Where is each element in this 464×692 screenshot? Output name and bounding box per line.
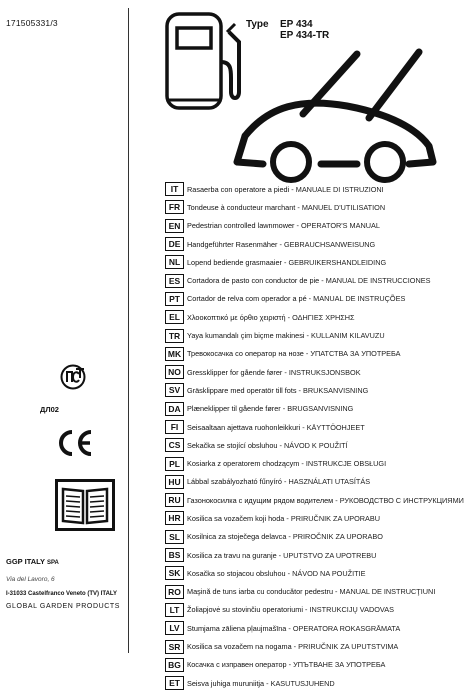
product-description: Cortadora de pasto con conductor de pie: [187, 276, 320, 286]
language-row-bs: [165, 546, 450, 564]
language-row-et: [165, 674, 450, 692]
model-2: EP 434-TR: [280, 30, 330, 41]
language-code: LT: [165, 603, 184, 617]
language-text: Rasaerba con operatore a piedi - MANUALE DI ISTRUZIONI: [187, 184, 384, 194]
language-row-pt: [165, 290, 450, 308]
language-text: Gressklipper for gående fører - INSTRUKSJONSBOK: [187, 367, 361, 377]
language-text: Seisva juhiga muruniitja - KASUTUSJUHEND: [187, 678, 335, 688]
manual-title: РУКОВОДСТВО С ИНСТРУКЦИЯМИ: [339, 495, 464, 505]
language-code: SK: [165, 566, 184, 580]
language-code: HR: [165, 511, 184, 525]
language-text: Cortadora de pasto con conductor de pie - MANUAL DE INSTRUCCIONES: [187, 276, 431, 286]
language-row-cs: [165, 436, 450, 454]
language-code: LV: [165, 621, 184, 635]
product-description: Plæneklipper til gående fører: [187, 404, 281, 414]
manual-title: GEBRUIKERSHANDLEIDING: [288, 257, 387, 267]
product-description: Kosilica sa vozačem koji hoda: [187, 513, 285, 523]
language-text: Kosilica sa vozačem na nogama - PRIRUČNIK ZA UPUTSTVIMA: [187, 642, 399, 652]
language-row-lt: [165, 601, 450, 619]
language-text: Kosilica za travu na guranje - UPUTSTVO ZA UPOTREBU: [187, 550, 377, 560]
vertical-divider: [128, 8, 129, 653]
product-description: Kosilnica za stoječega delavca: [187, 532, 287, 542]
language-code: BS: [165, 548, 184, 562]
ce-mark-icon: [55, 429, 95, 457]
manual-title: PRIRUČNIK ZA UPUTSTVIMA: [298, 642, 399, 652]
product-description: Lábbal szabályozható fűnyíró: [187, 477, 282, 487]
language-code: ET: [165, 676, 184, 690]
language-text: Kosilica sa vozačem koji hoda - PRIRUČNIK ZA UPORABU: [187, 513, 381, 523]
certificate-code: ДЛ02: [40, 405, 59, 414]
language-code: EN: [165, 219, 184, 233]
language-code: NL: [165, 255, 184, 269]
language-row-bg: [165, 656, 450, 674]
manual-title: NÁVOD K POUŽITÍ: [283, 440, 348, 450]
manual-title: GEBRAUCHSANWEISUNG: [283, 239, 376, 249]
manual-title: MANUAL DE INSTRUCCIONES: [325, 276, 431, 286]
language-text: Yaya kumandalı çim biçme makinesi - KULLANIM KILAVUZU: [187, 331, 385, 341]
manual-title: INSTRUKSJONSBOK: [288, 367, 361, 377]
language-text: Plæneklipper til gående fører - BRUGSANVISNING: [187, 404, 354, 414]
language-text: Seisaaltaan ajettava ruohonleikkuri - KÄYTTÖOHJEET: [187, 422, 365, 432]
language-row-it: [165, 180, 450, 198]
language-text: Kosilnica za stoječega delavca - PRIROČNIK ZA UPORABO: [187, 532, 383, 542]
company-info: [6, 556, 120, 612]
language-code: FR: [165, 200, 184, 214]
manual-title: OPERATOR'S MANUAL: [300, 221, 380, 231]
manual-title: BRUGSANVISNING: [287, 404, 354, 414]
company-suffix: SPA: [47, 560, 59, 566]
language-code: PT: [165, 292, 184, 306]
manual-title: MANUALE DI ISTRUZIONI: [295, 184, 384, 194]
product-description: Gräsklippare med operatör till fots: [187, 385, 297, 395]
manual-title: OPERATORA ROKASGRĀMATA: [292, 623, 401, 633]
language-text: Cortador de relva com operador a pé - MANUAL DE INSTRUÇÕES: [187, 294, 406, 304]
language-code: NO: [165, 365, 184, 379]
language-row-fi: [165, 418, 450, 436]
language-text: Handgeführter Rasenmäher - GEBRAUCHSANWEISUNG: [187, 239, 376, 249]
product-description: Tondeuse à conducteur marchant: [187, 202, 296, 212]
language-code: HU: [165, 475, 184, 489]
gost-certification-icon: [60, 364, 86, 390]
language-row-hu: [165, 473, 450, 491]
product-description: Yaya kumandalı çim biçme makinesi: [187, 331, 305, 341]
language-text: Stumjama zāliena pļaujmašīna - OPERATORA ROKASGRĀMATA: [187, 623, 401, 633]
manual-title: KULLANIM KILAVUZU: [310, 331, 385, 341]
product-description: Kosiarka z operatorem chodzącym: [187, 459, 300, 469]
language-text: Газонокосилка с идущим рядом водителем - РУКОВОДСТВО С ИНСТРУКЦИЯМИ: [187, 495, 464, 505]
manual-title: УПЪТВАНЕ ЗА УПОТРЕБА: [293, 660, 386, 670]
language-text: Lábbal szabályozható fűnyíró - HASZNÁLATI UTASÍTÁS: [187, 477, 371, 487]
language-row-sr: [165, 637, 450, 655]
lawnmower-silhouette-icon: [229, 44, 441, 182]
product-description: Kosilica za travu na guranje: [187, 550, 277, 560]
language-text: Тревокосачка со оператор на нозе - УПАТСТВА ЗА УПОТРЕБА: [187, 349, 401, 359]
language-text: Gräsklippare med operatör till fots - BRUKSANVISNING: [187, 385, 369, 395]
manual-title: BRUKSANVISNING: [303, 385, 369, 395]
manual-title: KÄYTTÖOHJEET: [306, 422, 365, 432]
language-row-el: [165, 308, 450, 326]
product-description: Kosilica sa vozačem na nogama: [187, 642, 292, 652]
type-label: Type: [246, 19, 269, 30]
product-description: Handgeführter Rasenmäher: [187, 239, 278, 249]
product-description: Seisva juhiga muruniitja: [187, 678, 265, 688]
language-text: Kosačka so stojacou obsluhou - NÁVOD NA POUŽITIE: [187, 568, 366, 578]
manual-title: INSTRUKCIJŲ VADOVAS: [309, 605, 394, 615]
manual-title: INSTRUKCJE OBSŁUGI: [305, 459, 387, 469]
language-row-da: [165, 400, 450, 418]
language-code: RU: [165, 493, 184, 507]
language-row-no: [165, 363, 450, 381]
product-description: Газонокосилка с идущим рядом водителем: [187, 495, 334, 505]
language-row-nl: [165, 253, 450, 271]
language-row-ru: [165, 491, 464, 509]
language-code: CS: [165, 438, 184, 452]
read-manual-book-icon: [55, 479, 115, 531]
product-description: Rasaerba con operatore a piedi: [187, 184, 290, 194]
language-code: TR: [165, 329, 184, 343]
language-code: FI: [165, 420, 184, 434]
company-name: GGP ITALY: [6, 557, 46, 566]
product-description: Seisaaltaan ajettava ruohonleikkuri: [187, 422, 301, 432]
language-code: SV: [165, 383, 184, 397]
language-row-sl: [165, 528, 450, 546]
manual-title: NÁVOD NA POUŽITIE: [292, 568, 366, 578]
language-row-sv: [165, 381, 450, 399]
manual-title: MANUEL D'UTILISATION: [301, 202, 386, 212]
language-code: SR: [165, 640, 184, 654]
language-row-en: [165, 217, 450, 235]
product-description: Sekačka se stojící obsluhou: [187, 440, 278, 450]
manual-title: MANUAL DE INSTRUÇÕES: [313, 294, 406, 304]
product-description: Žoliapjovė su stovinčiu operatoriumi: [187, 605, 303, 615]
language-row-es: [165, 271, 450, 289]
product-description: Gressklipper for gående fører: [187, 367, 283, 377]
language-text: Косачка с изправен оператор - УПЪТВАНЕ ЗА УПОТРЕБА: [187, 660, 386, 670]
language-row-mk: [165, 345, 450, 363]
language-code: MK: [165, 347, 184, 361]
language-row-sk: [165, 564, 450, 582]
language-code: EL: [165, 310, 184, 324]
language-text: Χλοοκοπτικό με όρθιο χειριστή - ΟΔΗΓΙΕΣ ΧΡΗΣΗΣ: [187, 312, 355, 322]
manual-title: PRIRUČNIK ZA UPORABU: [290, 513, 381, 523]
language-code: DA: [165, 402, 184, 416]
language-row-de: [165, 235, 450, 253]
language-text: Tondeuse à conducteur marchant - MANUEL D'UTILISATION: [187, 202, 386, 212]
language-text: Maşină de tuns iarba cu conducător pedestru - MANUAL DE INSTRUCŢIUNI: [187, 587, 436, 597]
language-code: SL: [165, 530, 184, 544]
company-brand: GLOBAL GARDEN PRODUCTS: [6, 603, 121, 610]
product-description: Lopend bediende grasmaaier: [187, 257, 282, 267]
language-code: IT: [165, 182, 184, 196]
language-row-pl: [165, 454, 450, 472]
product-description: Maşină de tuns iarba cu conducător pedestru: [187, 587, 334, 597]
language-row-tr: [165, 326, 450, 344]
language-row-lv: [165, 619, 450, 637]
language-text: Žoliapjovė su stovinčiu operatoriumi - INSTRUKCIJŲ VADOVAS: [187, 605, 394, 615]
product-description: Тревокосачка со оператор на нозе: [187, 349, 304, 359]
document-number: 171505331/3: [6, 18, 58, 28]
language-text: Kosiarka z operatorem chodzącym - INSTRUKCJE OBSŁUGI: [187, 459, 387, 469]
company-city: I-31033 Castelfranco Veneto (TV) ITALY: [6, 591, 118, 597]
product-description: Χλοοκοπτικό με όρθιο χειριστή: [187, 312, 286, 322]
language-row-fr: [165, 198, 450, 216]
language-list: [165, 180, 464, 692]
product-description: Kosačka so stojacou obsluhou: [187, 568, 286, 578]
company-street: Via del Lavoro, 6: [6, 576, 55, 583]
manual-title: UPUTSTVO ZA UPOTREBU: [283, 550, 377, 560]
manual-title: MANUAL DE INSTRUCŢIUNI: [339, 587, 436, 597]
language-code: BG: [165, 658, 184, 672]
model-1: EP 434: [280, 19, 313, 30]
manual-title: ΟΔΗΓΙΕΣ ΧΡΗΣΗΣ: [292, 312, 355, 322]
model-type-block: [246, 19, 329, 41]
manual-title: УПАТСТВА ЗА УПОТРЕБА: [310, 349, 401, 359]
product-description: Stumjama zāliena pļaujmašīna: [187, 623, 287, 633]
manual-title: HASZNÁLATI UTASÍTÁS: [288, 477, 371, 487]
language-row-ro: [165, 583, 450, 601]
product-description: Cortador de relva com operador a pé: [187, 294, 307, 304]
manual-title: KASUTUSJUHEND: [270, 678, 335, 688]
product-description: Pedestrian controlled lawnmower: [187, 221, 295, 231]
language-text: Pedestrian controlled lawnmower - OPERATOR'S MANUAL: [187, 221, 380, 231]
product-description: Косачка с изправен оператор: [187, 660, 287, 670]
language-code: PL: [165, 457, 184, 471]
language-code: RO: [165, 585, 184, 599]
manual-title: PRIROČNIK ZA UPORABO: [292, 532, 383, 542]
language-code: DE: [165, 237, 184, 251]
language-row-hr: [165, 509, 450, 527]
language-text: Sekačka se stojící obsluhou - NÁVOD K POUŽITÍ: [187, 440, 348, 450]
language-code: ES: [165, 274, 184, 288]
language-text: Lopend bediende grasmaaier - GEBRUIKERSHANDLEIDING: [187, 257, 387, 267]
